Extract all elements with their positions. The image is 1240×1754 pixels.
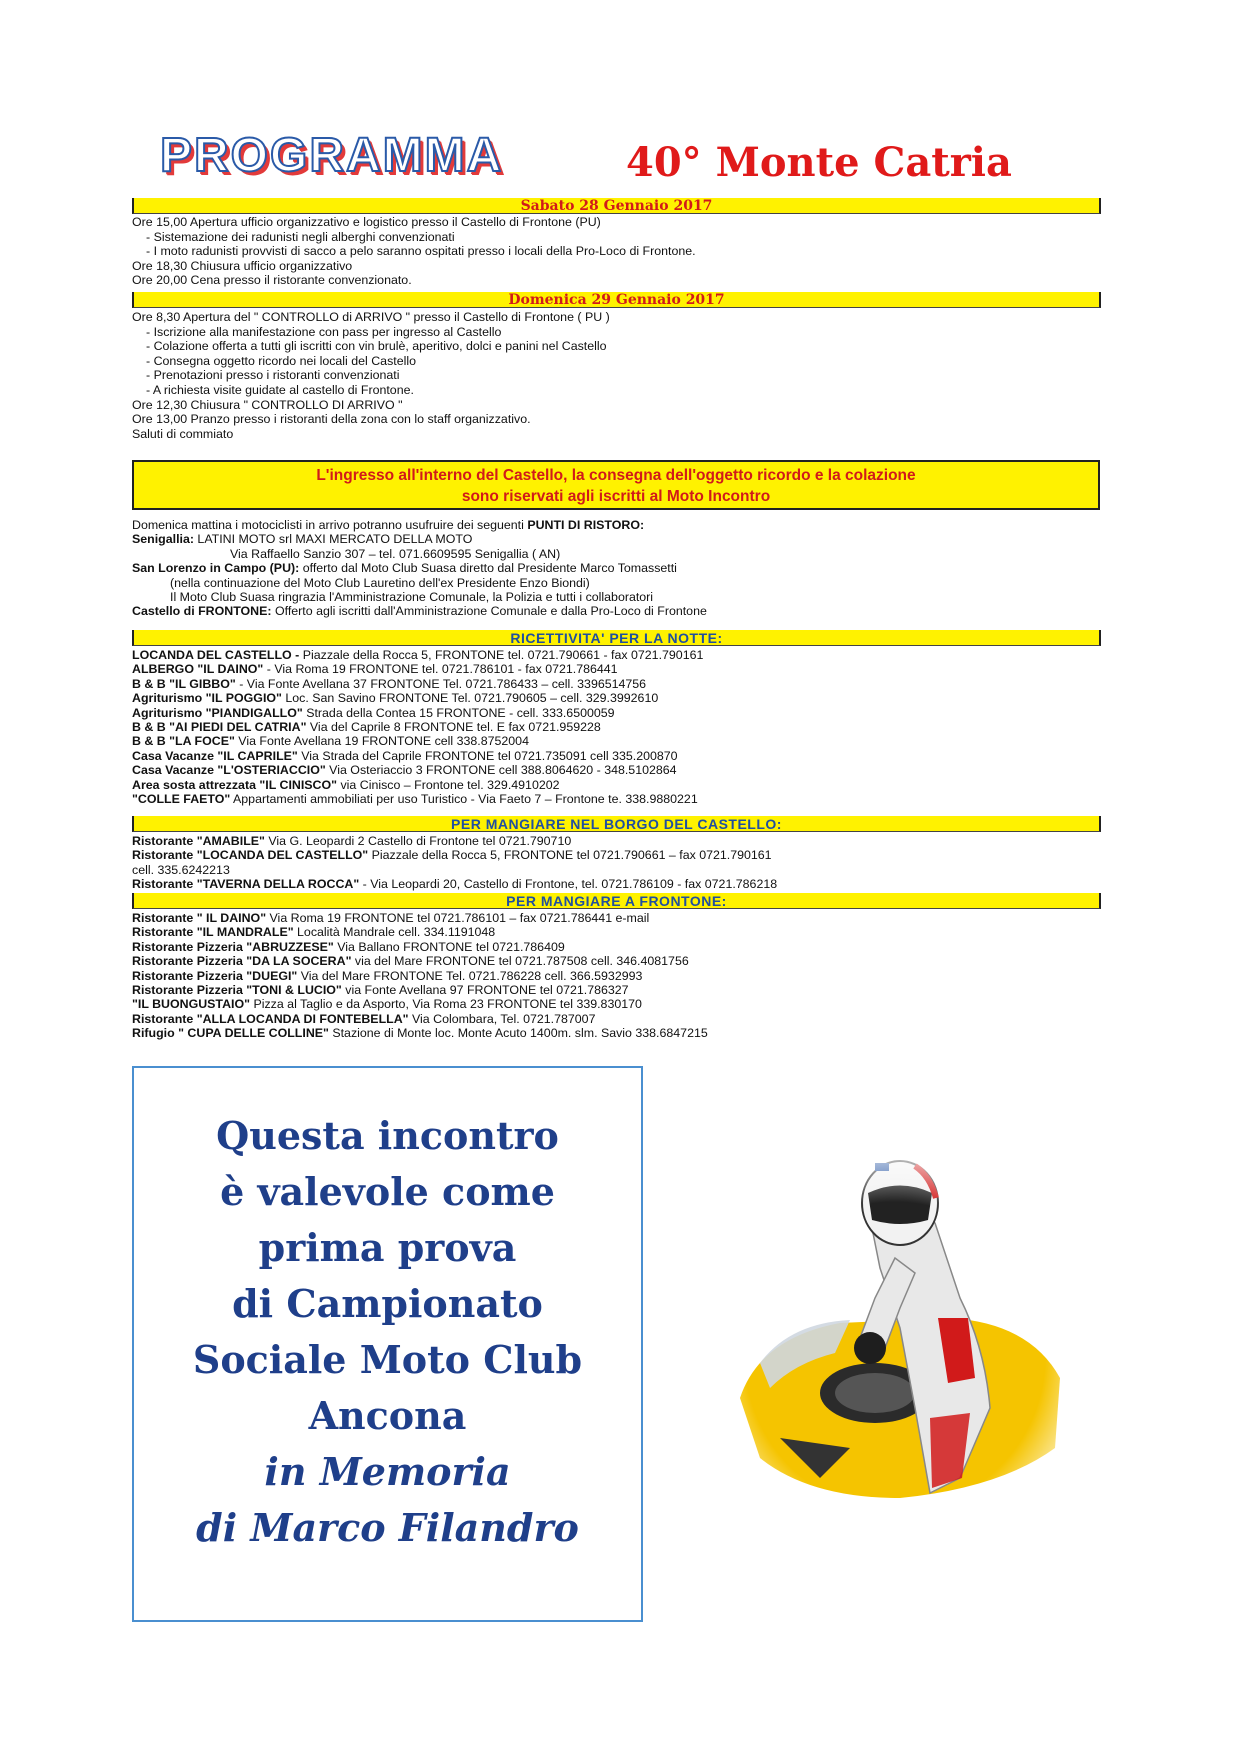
borgo-heading: PER MANGIARE NEL BORGO DEL CASTELLO: xyxy=(132,816,1101,832)
memo-line: in Memoria xyxy=(264,1449,511,1494)
list-item: B & B "LA FOCE" Via Fonte Avellana 19 FRONTONE cell 338.8752004 xyxy=(132,734,529,749)
list-item: Ristorante "LOCANDA DEL CASTELLO" Piazzale della Rocca 5, FRONTONE tel 0721.790661 – fax 0721.790161 xyxy=(132,848,772,863)
list-item: Ristorante "ALLA LOCANDA DI FONTEBELLA" Via Colombara, Tel. 0721.787007 xyxy=(132,1011,596,1026)
senigallia-line xyxy=(132,532,1112,546)
list-item: Ristorante " IL DAINO" Via Roma 19 FRONTONE tel 0721.786101 – fax 0721.786441 e-mail xyxy=(132,911,650,925)
list-item: Ristorante Pizzeria "DUEGI" Via del Mare FRONTONE Tel. 0721.786228 cell. 366.5932993 xyxy=(132,968,643,983)
memorial-text xyxy=(134,1108,641,1556)
sanlorenzo-thanks: Il Moto Club Suasa ringrazia l'Amministrazione Comunale, la Polizia e tutti i collaboratori xyxy=(170,590,654,605)
memo-line: Ancona xyxy=(308,1393,467,1438)
sanlorenzo-note: (nella continuazione del Moto Club Lauretino dell'ex Presidente Enzo Biondi) xyxy=(170,575,590,590)
schedule-line: Ore 13,00 Pranzo presso i ristoranti della zona con lo staff organizzativo. xyxy=(132,412,531,427)
senigallia-text: LATINI MOTO srl MAXI MERCATO DELLA MOTO xyxy=(193,532,473,547)
sunday-schedule xyxy=(132,310,1112,441)
intro-text: Domenica mattina i motociclisti in arrivo potranno usufruire dei seguenti xyxy=(132,518,528,532)
memo-line: di Marco Filandro xyxy=(196,1505,579,1550)
list-item: Casa Vacanze "IL CAPRILE" Via Strada del Caprile FRONTONE tel 0721.735091 cell 335.200870 xyxy=(132,748,678,763)
castello-label: Castello di FRONTONE: xyxy=(132,604,272,619)
schedule-line: - Colazione offerta a tutti gli iscritti con vin brulè, aperitivo, dolci e panini nel Castello xyxy=(146,339,607,354)
list-item: Rifugio " CUPA DELLE COLLINE" Stazione di Monte loc. Monte Acuto 1400m. slm. Savio 338.6847215 xyxy=(132,1026,708,1041)
sanlorenzo-label: San Lorenzo in Campo (PU): xyxy=(132,561,300,576)
notice-line: L'ingresso all'interno del Castello, la consegna dell'oggetto ricordo e la colazione xyxy=(316,467,916,484)
list-item: Ristorante Pizzeria "TONI & LUCIO" via Fonte Avellana 97 FRONTONE tel 0721.786327 xyxy=(132,983,629,998)
refreshment-intro xyxy=(132,518,1112,532)
registration-notice xyxy=(132,460,1100,510)
list-item: Agriturismo "IL POGGIO" Loc. San Savino FRONTONE Tel. 0721.790605 – cell. 329.3992610 xyxy=(132,691,659,706)
schedule-line: Ore 8,30 Apertura del " CONTROLLO di ARRIVO " presso il Castello di Frontone ( PU ) xyxy=(132,310,610,324)
list-item: "COLLE FAETO" Appartamenti ammobiliati per uso Turistico - Via Faeto 7 – Frontone te. 338.9880221 xyxy=(132,792,698,807)
schedule-line: Ore 15,00 Apertura ufficio organizzativo e logistico presso il Castello di Frontone (PU) xyxy=(132,215,601,229)
schedule-line: Ore 12,30 Chiusura " CONTROLLO DI ARRIVO " xyxy=(132,397,403,412)
memo-line: è valevole come xyxy=(220,1169,555,1214)
event-title: 40° Monte Catria xyxy=(626,139,1012,186)
motorcycle-rider-icon xyxy=(700,1148,1090,1548)
schedule-line: - A richiesta visite guidate al castello di Frontone. xyxy=(146,382,414,397)
memo-line: Sociale Moto Club xyxy=(192,1337,583,1382)
sanlorenzo-text: offerto dal Moto Club Suasa diretto dal Presidente Marco Tomassetti xyxy=(299,561,677,576)
schedule-line: - Iscrizione alla manifestazione con pass per ingresso al Castello xyxy=(146,324,502,339)
sunday-heading: Domenica 29 Gennaio 2017 xyxy=(132,292,1101,308)
list-item: Casa Vacanze "L'OSTERIACCIO" Via Osteriaccio 3 FRONTONE cell 388.8064620 - 348.5102864 xyxy=(132,763,677,778)
frontone-heading: PER MANGIARE A FRONTONE: xyxy=(132,893,1101,909)
saturday-schedule xyxy=(132,215,1112,288)
list-item: cell. 335.6242213 xyxy=(132,862,230,877)
saturday-heading: Sabato 28 Gennaio 2017 xyxy=(132,198,1101,214)
list-item: B & B "IL GIBBO" - Via Fonte Avellana 37 FRONTONE Tel. 0721.786433 – cell. 3396514756 xyxy=(132,676,647,691)
list-item: Ristorante Pizzeria "DA LA SOCERA" via del Mare FRONTONE tel 0721.787508 cell. 346.4081756 xyxy=(132,954,689,969)
borgo-list xyxy=(132,834,1112,892)
list-item: Ristorante Pizzeria "ABRUZZESE" Via Ballano FRONTONE tel 0721.786409 xyxy=(132,939,565,954)
lodging-heading: RICETTIVITA' PER LA NOTTE: xyxy=(132,630,1101,646)
list-item: Ristorante "IL MANDRALE" Località Mandrale cell. 334.1191048 xyxy=(132,925,496,940)
frontone-list xyxy=(132,911,1112,1041)
schedule-line: Ore 18,30 Chiusura ufficio organizzativo xyxy=(132,258,353,273)
schedule-line: Ore 20,00 Cena presso il ristorante convenzionato. xyxy=(132,273,412,288)
list-item: LOCANDA DEL CASTELLO - Piazzale della Rocca 5, FRONTONE tel. 0721.790661 - fax 0721.790161 xyxy=(132,648,704,662)
list-item: Ristorante "TAVERNA DELLA ROCCA" - Via Leopardi 20, Castello di Frontone, tel. 0721.786109 - fax 0721.786218 xyxy=(132,877,778,892)
lodging-list xyxy=(132,648,1112,806)
list-item: B & B "AI PIEDI DEL CATRIA" Via del Caprile 8 FRONTONE tel. E fax 0721.959228 xyxy=(132,720,601,735)
intro-bold: PUNTI DI RISTORO: xyxy=(527,518,645,532)
notice-line: sono riservati agli iscritti al Moto Incontro xyxy=(461,488,771,505)
schedule-line: - Prenotazioni presso i ristoranti convenzionati xyxy=(146,368,400,383)
list-item: "IL BUONGUSTAIO" Pizza al Taglio e da Asporto, Via Roma 23 FRONTONE tel 339.830170 xyxy=(132,997,642,1012)
castello-text: Offerto agli iscritti dall'Amministrazione Comunale e dalla Pro-Loco di Frontone xyxy=(271,604,707,619)
schedule-line: Saluti di commiato xyxy=(132,426,234,441)
list-item: Agriturismo "PIANDIGALLO" Strada della Contea 15 FRONTONE - cell. 333.6500059 xyxy=(132,705,615,720)
senigallia-label: Senigallia: xyxy=(132,532,194,547)
memo-line: prima prova xyxy=(258,1225,517,1270)
refreshment-points xyxy=(132,518,1112,619)
list-item: Ristorante "AMABILE" Via G. Leopardi 2 Castello di Frontone tel 0721.790710 xyxy=(132,834,572,848)
memo-line: di Campionato xyxy=(232,1281,543,1326)
castello-line xyxy=(132,604,1112,618)
sanlorenzo-line xyxy=(132,561,1112,575)
senigallia-address: Via Raffaello Sanzio 307 – tel. 071.6609595 Senigallia ( AN) xyxy=(230,546,561,561)
schedule-line: - Consegna oggetto ricordo nei locali del Castello xyxy=(146,353,416,368)
list-item: ALBERGO "IL DAINO" - Via Roma 19 FRONTONE tel. 0721.786101 - fax 0721.786441 xyxy=(132,662,618,677)
program-title: PROGRAMMA xyxy=(160,129,504,182)
list-item: Area sosta attrezzata "IL CINISCO" via Cinisco – Frontone tel. 329.4910202 xyxy=(132,777,560,792)
schedule-line: - Sistemazione dei radunisti negli alberghi convenzionati xyxy=(146,229,455,244)
memo-line: Questa incontro xyxy=(216,1113,559,1158)
schedule-line: - I moto radunisti provvisti di sacco a pelo saranno ospitati presso i locali della Pro-Loco di Frontone. xyxy=(146,244,696,259)
